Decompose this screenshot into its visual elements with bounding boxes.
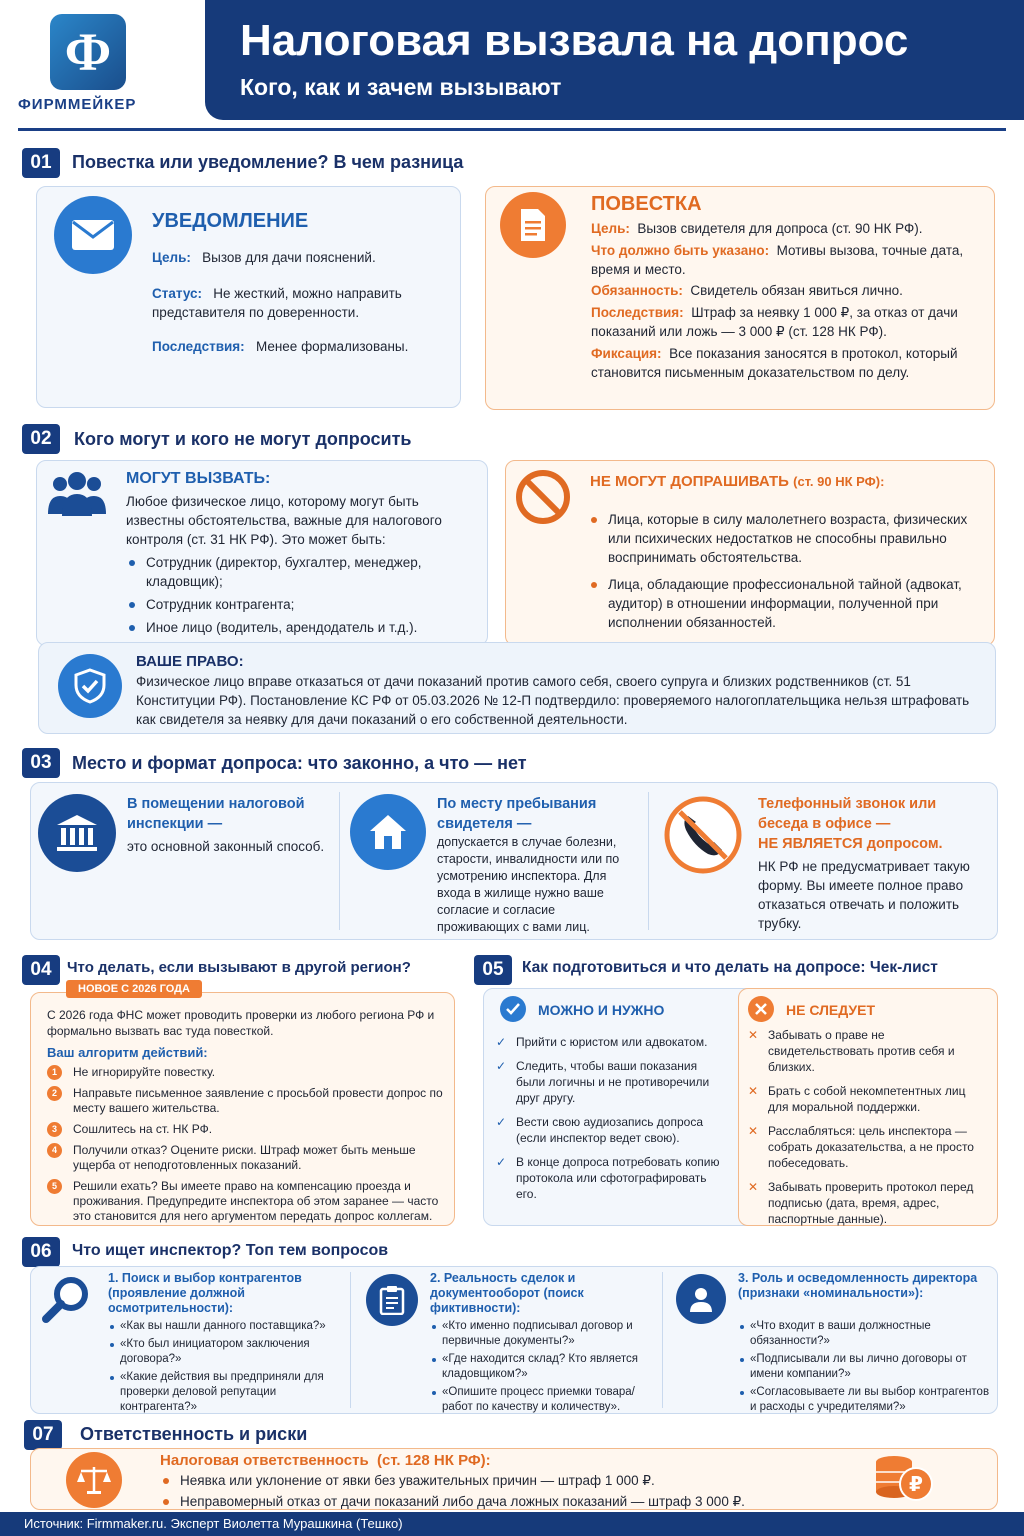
bank-building-icon	[38, 794, 116, 872]
section-title: Что ищет инспектор? Топ тем вопросов	[72, 1242, 389, 1259]
logo-icon	[60, 22, 116, 82]
section-number: 02	[22, 424, 60, 454]
list-item: ✕ Расслабляться: цель инспектора — собрать доказательства, а не просто побеседовать.	[748, 1124, 974, 1170]
page-title: Налоговая вызвала на допрос	[240, 16, 909, 65]
section-number: 05	[474, 955, 512, 985]
page-subtitle: Кого, как и зачем вызывают	[240, 74, 562, 100]
list-item: «Кто именно подписывал договор и первичные документы?»	[430, 1319, 658, 1349]
section-number: 04	[22, 955, 60, 985]
list-item: «Подписывали ли вы лично договоры от имени компании?»	[738, 1352, 992, 1382]
section-number: 01	[22, 148, 60, 178]
list-item: 3 Сошлитесь на ст. НК РФ.	[47, 1122, 447, 1137]
question-col-title: 2. Реальность сделок и документооборот (поиск фиктивности):	[430, 1271, 584, 1315]
cannot-list	[588, 510, 978, 636]
section-title: Как подготовиться и что делать на допросе: Чек-лист	[522, 959, 938, 976]
list-item: Иное лицо (водитель, арендодатель и т.д.).	[126, 618, 476, 637]
steps-list	[47, 1065, 447, 1230]
notice-status: Статус: Не жесткий, можно направить представителя по доверенности.	[152, 286, 402, 320]
question-list	[108, 1319, 340, 1418]
svg-text:₽: ₽	[909, 1472, 923, 1496]
notice-consequences: Последствия: Менее формализованы.	[152, 339, 409, 354]
header	[0, 0, 1024, 128]
responsibility-title: Налоговая ответственность (ст. 128 НК РФ):	[160, 1452, 491, 1469]
people-icon	[46, 470, 108, 523]
list-item: ✕ Брать с собой некомпетентных лиц для моральной поддержки.	[748, 1084, 966, 1114]
list-item: ✓ В конце допроса потребовать копию протокола или сфотографировать его.	[496, 1155, 720, 1201]
can-call-text: Любое физическое лицо, которому могут быть известны обстоятельства, важные для налогового контроля (ст. 31 НК РФ). Это может быть:	[126, 494, 442, 547]
list-item: «Кто был инициатором заключения договора?»	[108, 1337, 340, 1367]
svg-text:Ф: Ф	[64, 22, 112, 82]
prohibited-icon	[514, 468, 572, 531]
house-icon	[350, 794, 426, 870]
list-item: «Какие действия вы предприняли для проверки деловой репутации контрагента?»	[108, 1370, 340, 1415]
list-item: ✓ Вести свою аудиозапись допроса (если инспектор ведет свою).	[496, 1115, 704, 1145]
can-call-list	[126, 553, 476, 641]
section-number: 07	[24, 1420, 62, 1450]
list-item: Неправомерный отказ от дачи показаний либо дача ложных показаний — штраф 3 000 ₽.	[160, 1492, 860, 1511]
list-item: «Что входит в ваши должностные обязанности?»	[738, 1319, 992, 1349]
shield-icon	[58, 654, 122, 718]
summons-title: ПОВЕСТКА	[591, 193, 702, 215]
divider	[350, 1272, 351, 1408]
list-item: ✕ Забывать проверить протокол перед подписью (дата, время, адрес, паспортные данные).	[748, 1180, 974, 1226]
magnifier-icon	[40, 1272, 94, 1331]
list-item: Сотрудник контрагента;	[126, 595, 476, 614]
question-col-title: 3. Роль и осведомленность директора (признаки «номинальности»):	[738, 1271, 978, 1300]
summons-goal: Цель: Вызов свидетеля для допроса (ст. 90 НК РФ).	[591, 221, 923, 236]
person-icon	[676, 1274, 726, 1324]
phone-text: НК РФ не предусматривает такую форму. Вы имеете полное право отказаться отвечать и положить трубку.	[758, 859, 970, 931]
list-item: «Как вы нашли данного поставщика?»	[108, 1319, 340, 1334]
cross-circle-icon	[748, 996, 774, 1022]
section-number: 03	[22, 748, 60, 778]
list-item: «Опишите процесс приемки товара/работ по качеству и количеству».	[430, 1385, 658, 1415]
section-title: Повестка или уведомление? В чем разница	[72, 152, 464, 172]
section-title: Кого могут и кого не могут допросить	[74, 429, 412, 449]
list-item: 4 Получили отказ? Оцените риски. Штраф может быть меньше ущерба от неподготовленных показаний.	[47, 1143, 447, 1173]
list-item: Неявка или уклонение от явки без уважительных причин — штраф 1 000 ₽.	[160, 1471, 860, 1490]
list-item: «Согласовываете ли вы выбор контрагентов и расходы с учредителями?»	[738, 1385, 992, 1415]
scales-icon	[66, 1452, 122, 1508]
dont-title: НЕ СЛЕДУЕТ	[786, 1002, 876, 1018]
summons-fixation: Фиксация: Все показания заносятся в протокол, который становится письменным доказательством по делу.	[591, 346, 958, 380]
list-item: 2 Направьте письменное заявление с просьбой провести допрос по месту вашего жительства.	[47, 1086, 447, 1116]
list-item: Лица, обладающие профессиональной тайной (адвокат, аудитор) в отношении информации, полученной при исполнении обязанностей.	[588, 575, 978, 632]
do-title: МОЖНО И НУЖНО	[538, 1002, 665, 1018]
coins-ruble-icon	[872, 1450, 936, 1511]
home-title: По месту пребывания свидетеля —	[437, 796, 597, 832]
office-text: это основной законный способ.	[127, 839, 325, 854]
office-title: В помещении налоговой инспекции —	[127, 796, 305, 832]
list-item: Сотрудник (директор, бухгалтер, менеджер, кладовщик);	[126, 553, 476, 591]
algo-title: Ваш алгоритм действий:	[47, 1045, 208, 1060]
do-list	[496, 1034, 721, 1210]
list-item: Лица, которые в силу малолетнего возраста, физических или психических недостатков не способны правильно воспринимать обстоятельства.	[588, 510, 978, 567]
your-right-title: ВАШЕ ПРАВО:	[136, 653, 244, 670]
question-list	[738, 1319, 992, 1418]
divider	[18, 128, 1006, 131]
list-item: ✓ Следить, чтобы ваши показания были логичны и не противоречили друг другу.	[496, 1059, 710, 1105]
your-right-text: Физическое лицо вправе отказаться от дачи показаний против самого себя, своего супруга и близких родственников (ст. 51 Конституции РФ). Постановление КС РФ от 05.03.2026 № 12-П подтвердило: проверяемого налогоплательщика нельзя штрафовать как свидетеля за неявку для дачи показаний о его собственной деятельности.	[136, 674, 970, 727]
divider	[648, 792, 649, 930]
notice-title: УВЕДОМЛЕНИЕ	[152, 210, 309, 232]
clipboard-icon	[366, 1274, 418, 1326]
footer-source: Источник: Firmmaker.ru. Эксперт Виолетта Мурашкина (Тешко)	[0, 1512, 1024, 1536]
logo-text: ФИРММЕЙКЕР	[18, 96, 137, 113]
check-circle-icon	[500, 996, 526, 1022]
list-item: ✕ Забывать о праве не свидетельствовать против себя и близких.	[748, 1028, 955, 1074]
list-item: ✓ Прийти с юристом или адвокатом.	[496, 1035, 708, 1049]
region-text: С 2026 года ФНС может проводить проверки из любого региона РФ и формально вызвать вас туда повесткой.	[47, 1008, 435, 1038]
divider	[662, 1272, 663, 1408]
question-col-title: 1. Поиск и выбор контрагентов (проявление должной осмотрительности):	[108, 1271, 302, 1315]
list-item: «Где находится склад? Кто является кладовщиком?»	[430, 1352, 658, 1382]
divider	[339, 792, 340, 930]
can-call-title: МОГУТ ВЫЗВАТЬ:	[126, 470, 271, 487]
logo	[50, 14, 126, 90]
dont-list	[748, 1027, 986, 1235]
summons-duty: Обязанность: Свидетель обязан явиться лично.	[591, 283, 903, 298]
section-title: Что делать, если вызывают в другой регион?	[67, 959, 411, 976]
section-title: Ответственность и риски	[80, 1424, 308, 1444]
document-icon	[500, 192, 566, 258]
phone-icon	[662, 794, 744, 881]
section-title: Место и формат допроса: что законно, а что — нет	[72, 753, 527, 773]
summons-requirements: Что должно быть указано: Мотивы вызова, точные дата, время и место.	[591, 243, 964, 277]
list-item: 1 Не игнорируйте повестку.	[47, 1065, 447, 1080]
notice-goal: Цель: Вызов для дачи пояснений.	[152, 250, 376, 265]
phone-title: Телефонный звонок или беседа в офисе — НЕ ЯВЛЯЕТСЯ допросом.	[758, 796, 943, 852]
new-badge: НОВОЕ С 2026 ГОДА	[66, 980, 202, 998]
list-item: 5 Решили ехать? Вы имеете право на компенсацию проезда и проживания. Предупредите инспектора об этом заранее — часто это становится для него аргументом передать допрос коллегам.	[47, 1179, 447, 1224]
responsibility-list	[160, 1471, 860, 1515]
section-number: 06	[22, 1237, 60, 1267]
home-text: допускается в случае болезни, старости, инвалидности или по усмотрению инспектора. Для входа в жилище нужно ваше согласие и согласие проживающих с вами лиц.	[437, 835, 620, 934]
envelope-icon	[54, 196, 132, 274]
summons-consequences: Последствия: Штраф за неявку 1 000 ₽, за отказ от дачи показаний или ложь — 3 000 ₽ (ст. 128 НК РФ).	[591, 305, 958, 339]
cannot-title: НЕ МОГУТ ДОПРАШИВАТЬ (ст. 90 НК РФ):	[590, 473, 885, 490]
question-list	[430, 1319, 658, 1418]
